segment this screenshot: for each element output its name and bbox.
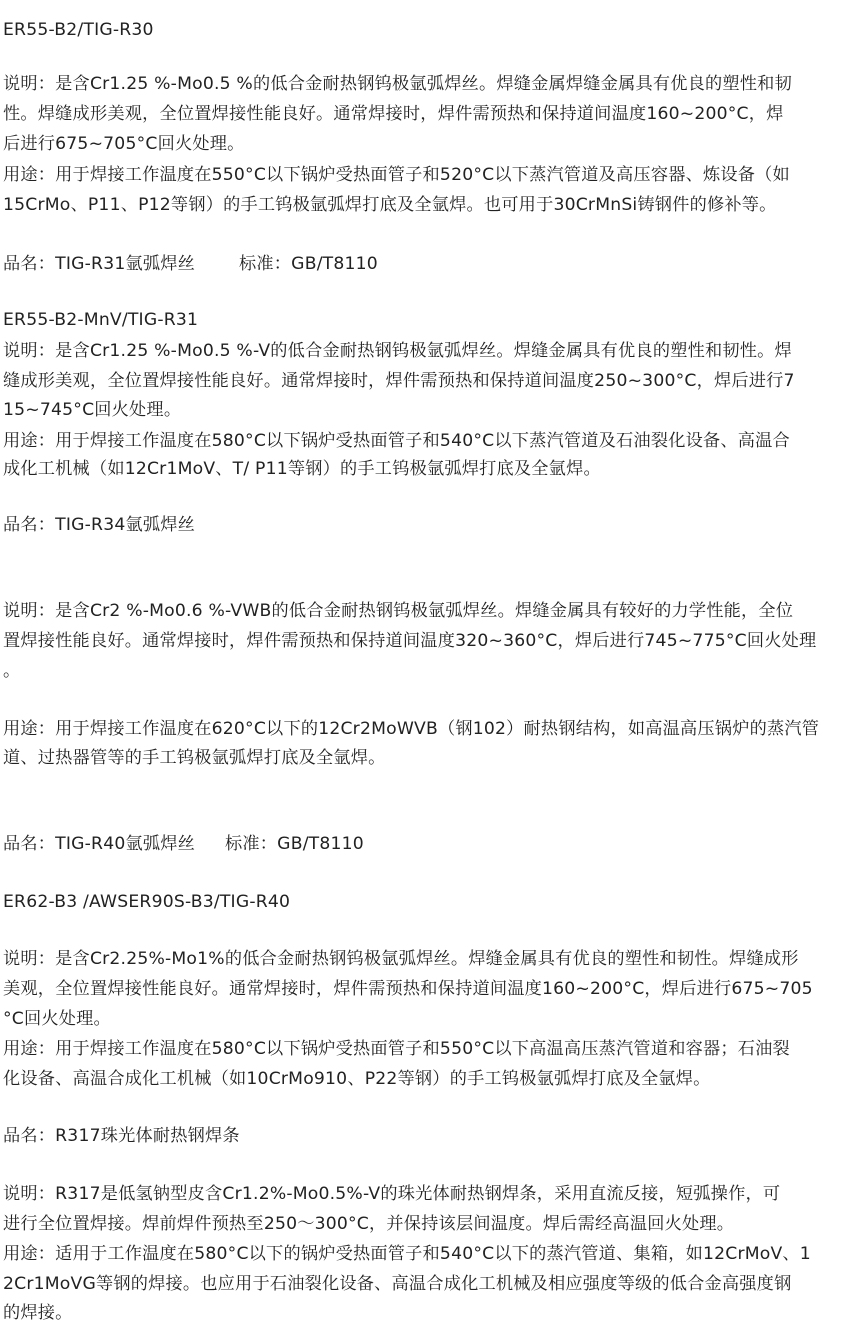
description-line: 。 [3,661,21,681]
product-heading: 品名：R317珠光体耐热钢焊条 [3,1126,240,1146]
usage-line: 用途：用于焊接工作温度在580°C以下锅炉受热面管子和550°C以下高温高压蒸汽管道和容器；石油裂 [3,1039,790,1059]
usage-line: 15CrMo、P11、P12等钢）的手工钨极氩弧焊打底及全氩焊。也可用于30CrMnSi铸钢件的修补等。 [3,195,777,215]
description-line: 说明：是含Cr1.25 %-Mo0.5 %的低合金耐热钢钨极氩弧焊丝。焊缝金属焊缝金属具有优良的塑性和韧 [3,74,792,94]
usage-line: 用途：用于焊接工作温度在550°C以下锅炉受热面管子和520°C以下蒸汽管道及高压容器、炼设备（如 [3,165,790,185]
description-line: 15~745°C回火处理。 [3,400,182,420]
description-line: 说明：是含Cr1.25 %-Mo0.5 %-V的低合金耐热钢钨极氩弧焊丝。焊缝金属具有优良的塑性和韧性。焊 [3,341,792,361]
usage-line: 用途：用于焊接工作温度在580°C以下锅炉受热面管子和540°C以下蒸汽管道及石油裂化设备、高温合 [3,431,790,451]
description-line: 缝成形美观，全位置焊接性能良好。通常焊接时，焊件需预热和保持道间温度250~300°C，焊后进行7 [3,371,795,391]
product-heading: 品名：TIG-R34氩弧焊丝 [3,515,196,535]
usage-line: 的焊接。 [3,1303,73,1323]
description-line: 性。焊缝成形美观，全位置焊接性能良好。通常焊接时，焊件需预热和保持道间温度160~200°C，焊 [3,104,784,124]
product-name: 品名：TIG-R31氩弧焊丝 [3,254,196,274]
standard-label: 标准：GB/T8110 [239,254,378,274]
product-heading [3,251,857,277]
product-heading [3,831,857,857]
description-line: 美观，全位置焊接性能良好。通常焊接时，焊件需预热和保持道间温度160~200°C，焊后进行675~705 [3,979,813,999]
usage-line: 道、过热器管等的手工钨极氩弧焊打底及全氩焊。 [3,748,386,768]
description-line: 说明：R317是低氢钠型皮含Cr1.2%-Mo0.5%-V的珠光体耐热钢焊条，采用直流反接，短弧操作，可 [3,1184,781,1204]
usage-line: 用途：适用于工作温度在580°C以下的锅炉受热面管子和540°C以下的蒸汽管道、集箱，如12CrMoV、1 [3,1244,811,1264]
description-line: 置焊接性能良好。通常焊接时，焊件需预热和保持道间温度320~360°C，焊后进行745~775°C回火处理 [3,631,817,651]
description-line: 说明：是含Cr2.25%-Mo1%的低合金耐热钢钨极氩弧焊丝。焊缝金属具有优良的塑性和韧性。焊缝成形 [3,949,799,969]
standard-label: 标准：GB/T8110 [225,834,364,854]
product-name: 品名：TIG-R40氩弧焊丝 [3,834,196,854]
model-heading: ER55-B2-MnV/TIG-R31 [3,310,199,330]
usage-line: 化设备、高温合成化工机械（如10CrMo910、P22等钢）的手工钨极氩弧焊打底及全氩焊。 [3,1069,711,1089]
description-line: °C回火处理。 [3,1009,111,1029]
model-heading: ER55-B2/TIG-R30 [3,20,154,40]
model-heading: ER62-B3 /AWSER90S-B3/TIG-R40 [3,892,291,912]
description-line: 进行全位置焊接。焊前焊件预热至250～300°C，并保持该层间温度。焊后需经高温回火处理。 [3,1214,735,1234]
usage-line: 用途：用于焊接工作温度在620°C以下的12Cr2MoWVB（钢102）耐热钢结构，如高温高压锅炉的蒸汽管 [3,719,820,739]
usage-line: 2Cr1MoVG等钢的焊接。也应用于石油裂化设备、高温合成化工机械及相应强度等级的低合金高强度钢 [3,1274,792,1294]
description-line: 说明：是含Cr2 %-Mo0.6 %-VWB的低合金耐热钢钨极氩弧焊丝。焊缝金属具有较好的力学性能，全位 [3,601,794,621]
usage-line: 成化工机械（如12Cr1MoV、T/ P11等钢）的手工钨极氩弧焊打底及全氩焊。 [3,459,601,479]
description-line: 后进行675~705°C回火处理。 [3,134,245,154]
